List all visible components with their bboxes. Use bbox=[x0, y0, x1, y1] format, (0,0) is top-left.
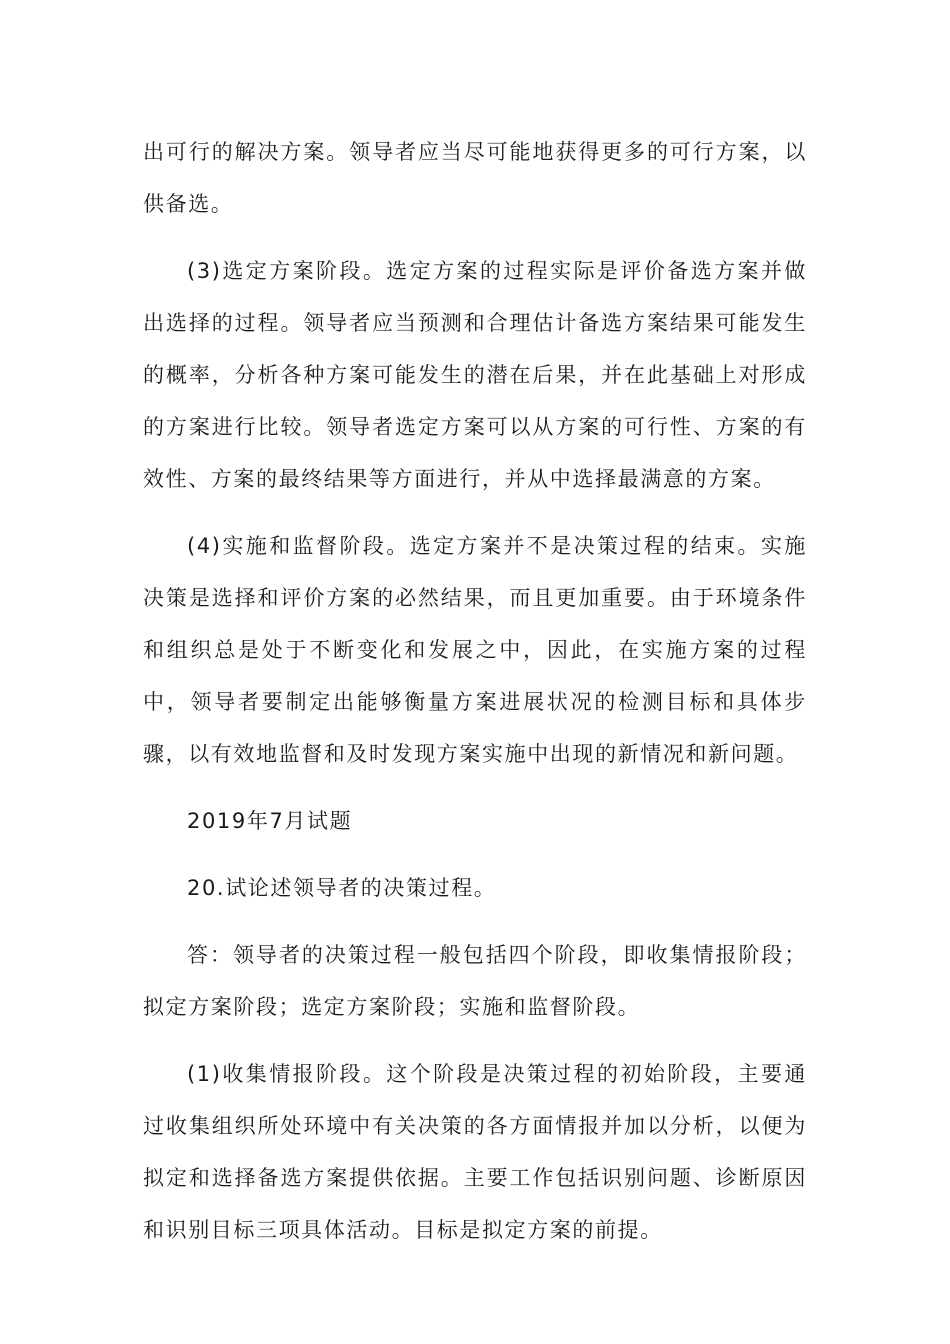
question-20: 20.试论述领导者的决策过程。 bbox=[187, 876, 497, 900]
paragraph-stage-3: (3)选定方案阶段。选定方案的过程实际是评价备选方案并做出选择的过程。领导者应当预测和合理估计备选方案结果可能发生的概率，分析各种方案可能发生的潜在后果，并在此基础上对形成的方案进行比较。领导者选定方案可以从方案的可行性、方案的有效性、方案的最终结果等方面进行，并从中选择最满意的方案。 bbox=[143, 259, 807, 491]
paragraph-stage-1: (1)收集情报阶段。这个阶段是决策过程的初始阶段，主要通过收集组织所处环境中有关决策的各方面情报并加以分析，以便为拟定和选择备选方案提供依据。主要工作包括识别问题、诊断原因和识别目标三项具体活动。目标是拟定方案的前提。 bbox=[143, 1062, 807, 1242]
paragraph-continuation: 出可行的解决方案。领导者应当尽可能地获得更多的可行方案，以供备选。 bbox=[143, 140, 807, 216]
answer-intro: 答：领导者的决策过程一般包括四个阶段，即收集情报阶段；拟定方案阶段；选定方案阶段；实施和监督阶段。 bbox=[143, 943, 807, 1019]
paragraph-stage-4: (4)实施和监督阶段。选定方案并不是决策过程的结束。实施决策是选择和评价方案的必然结果，而且更加重要。由于环境条件和组织总是处于不断变化和发展之中，因此，在实施方案的过程中，领导者要制定出能够衡量方案进展状况的检测目标和具体步骤，以有效地监督和及时发现方案实施中出现的新情况和新问题。 bbox=[143, 534, 807, 766]
document-body bbox=[143, 126, 807, 1271]
exam-date-heading: 2019年7月试题 bbox=[187, 809, 353, 833]
